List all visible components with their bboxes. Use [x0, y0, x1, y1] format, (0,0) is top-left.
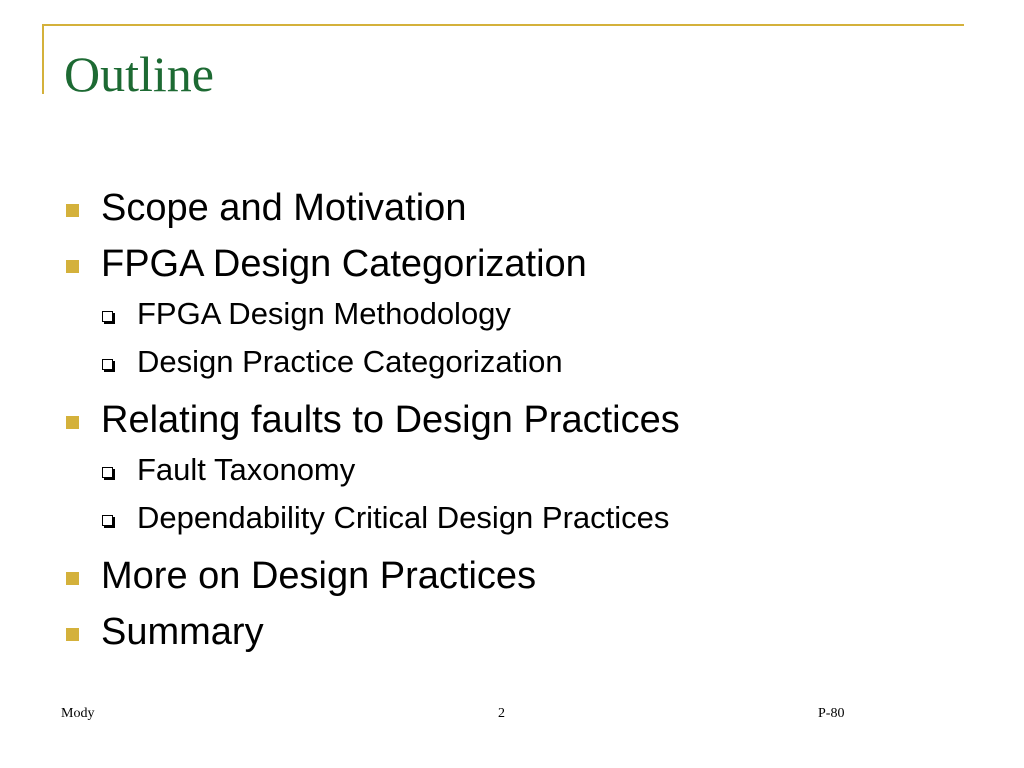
outline-subitem	[0, 290, 1024, 338]
outline-subitem-text: Design Practice Categorization	[137, 344, 563, 379]
footer-slide-number: 2	[498, 706, 505, 721]
outline-subitem-text: FPGA Design Methodology	[137, 296, 511, 331]
outline-subitem-text: Fault Taxonomy	[137, 452, 356, 487]
footer-code: P-80	[818, 706, 845, 721]
outline-item-text: Relating faults to Design Practices	[101, 399, 680, 441]
square-bullet-icon	[66, 628, 79, 641]
square-bullet-icon	[66, 416, 79, 429]
outline-subitem	[0, 494, 1024, 542]
outline-item-text: FPGA Design Categorization	[101, 243, 587, 285]
slide-title: Outline	[64, 46, 214, 102]
outline-item	[0, 548, 1024, 604]
outline-item	[0, 392, 1024, 448]
outline-item	[0, 180, 1024, 236]
outline-item	[0, 604, 1024, 660]
footer-author: Mody	[61, 706, 95, 721]
hollow-square-bullet-icon	[102, 359, 113, 370]
outline-item	[0, 236, 1024, 292]
hollow-square-bullet-icon	[102, 467, 113, 478]
title-accent-line-top	[42, 24, 964, 26]
outline-subitem	[0, 446, 1024, 494]
title-accent-line-left	[42, 24, 44, 94]
outline-subitem	[0, 338, 1024, 386]
square-bullet-icon	[66, 260, 79, 273]
square-bullet-icon	[66, 572, 79, 585]
outline-item-text: Scope and Motivation	[101, 187, 467, 229]
square-bullet-icon	[66, 204, 79, 217]
outline-item-text: More on Design Practices	[101, 555, 537, 597]
outline-subitem-text: Dependability Critical Design Practices	[137, 500, 670, 535]
outline-list	[0, 180, 1024, 660]
hollow-square-bullet-icon	[102, 515, 113, 526]
hollow-square-bullet-icon	[102, 311, 113, 322]
outline-item-text: Summary	[101, 611, 264, 653]
